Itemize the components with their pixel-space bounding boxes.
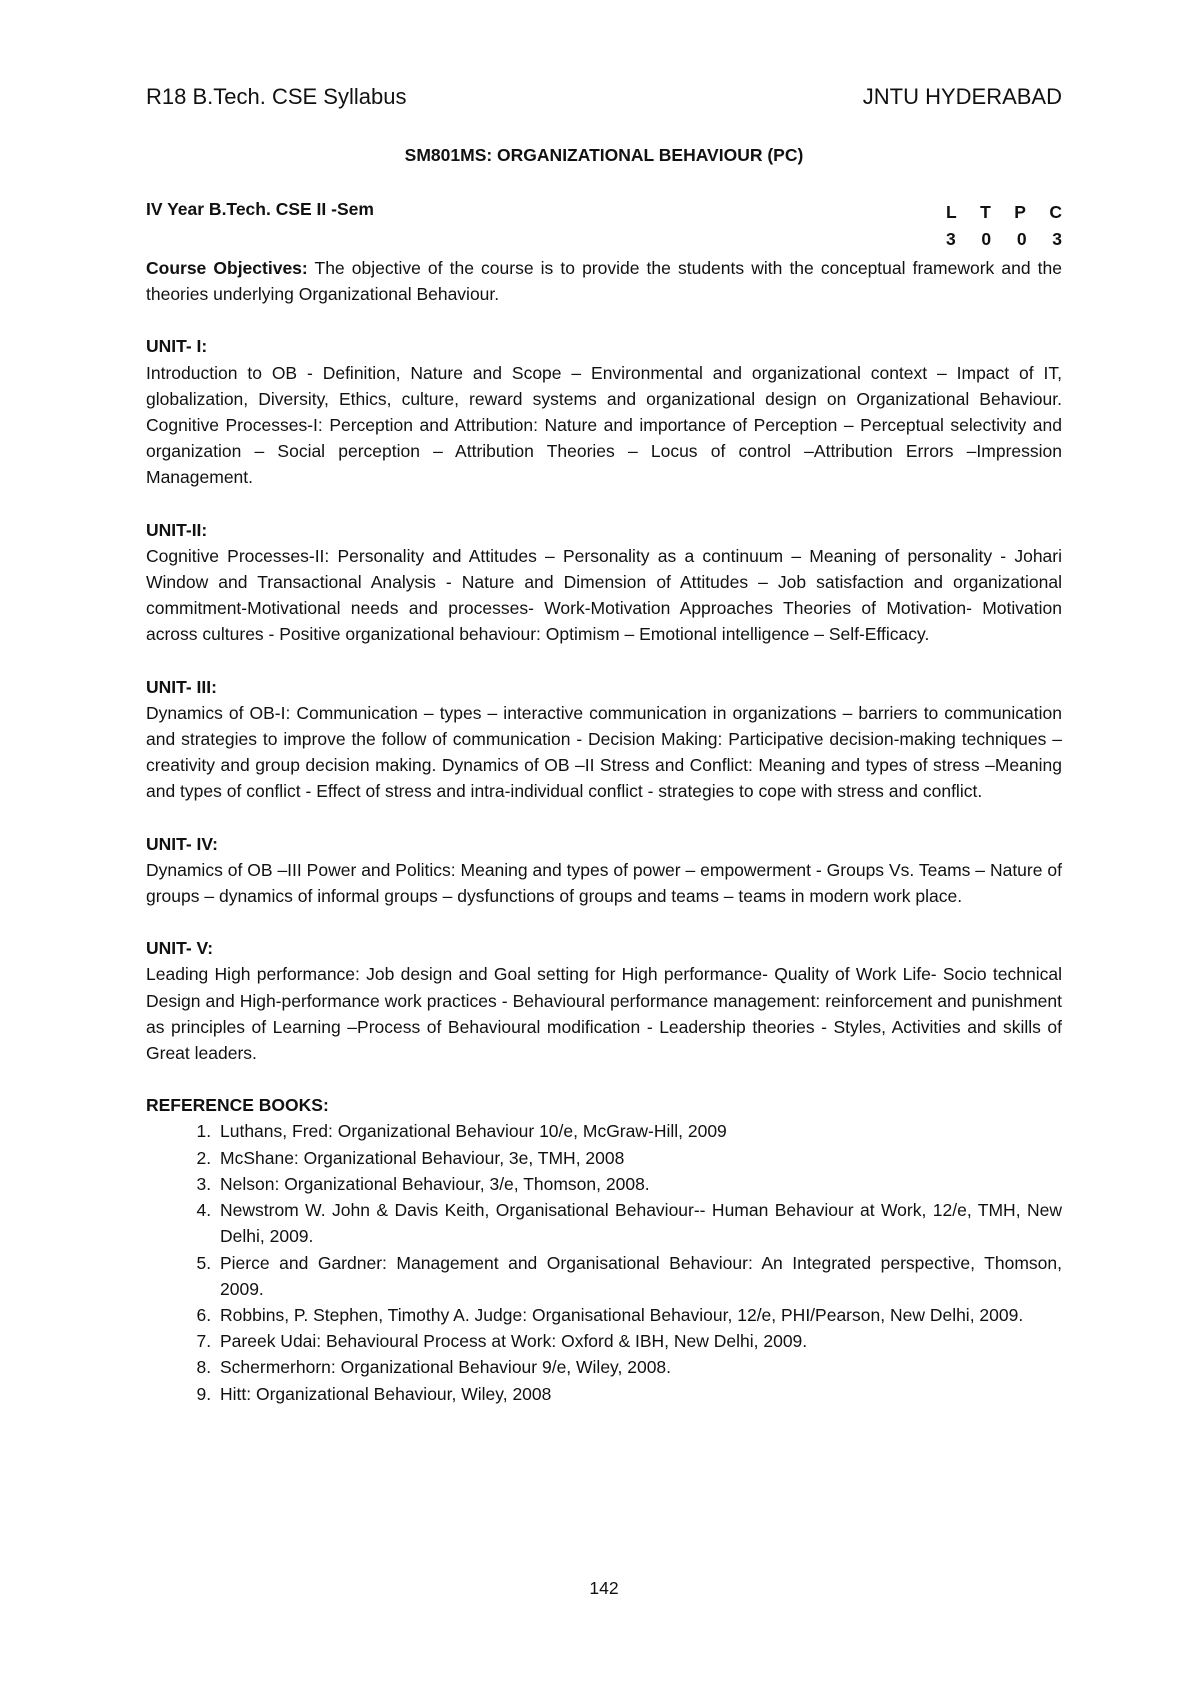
reference-item: 5. Pierce and Gardner: Management and Organisational Behaviour: An Integrated perspective, Thomson, 2009.	[216, 1250, 1062, 1302]
reference-item: 7. Pareek Udai: Behavioural Process at Work: Oxford & IBH, New Delhi, 2009.	[216, 1328, 1062, 1354]
ltpc-label-l: L	[946, 202, 957, 222]
reference-books-list	[146, 1118, 1062, 1406]
running-header	[146, 84, 1062, 110]
unit-text: Introduction to OB - Definition, Nature and Scope – Environmental and organizational context – Impact of IT, globalization, Diversity, Ethics, culture, reward systems and organizational design on Organizational Behaviour. Cognitive Processes-I: Perception and Attribution: Nature and importance of Perception – Perceptual selectivity and organization – Social perception – Attribution Theories – Locus of control –Attribution Errors –Impression Management.	[146, 362, 1062, 488]
reference-item: 1. Luthans, Fred: Organizational Behaviour 10/e, McGraw-Hill, 2009	[216, 1118, 1062, 1144]
reference-item: 8. Schermerhorn: Organizational Behaviour 9/e, Wiley, 2008.	[216, 1354, 1062, 1380]
reference-item: 9. Hitt: Organizational Behaviour, Wiley, 2008	[216, 1381, 1062, 1407]
page-number: 142	[589, 1578, 619, 1598]
reference-item: 6. Robbins, P. Stephen, Timothy A. Judge: Organisational Behaviour, 12/e, PHI/Pearson, New Delhi, 2009.	[216, 1302, 1062, 1328]
unit-text: Leading High performance: Job design and Goal setting for High performance- Quality of Work Life- Socio technical Design and High-performance work practices - Behavioural performance management: reinforcement and punishment as principles of Learning –Process of Behavioural modification - Leadership theories - Styles, Activities and skills of Great leaders.	[146, 964, 1062, 1064]
ltpc-value-c: 3	[1052, 229, 1062, 249]
reference-item: 4. Newstrom W. John & Davis Keith, Organisational Behaviour-- Human Behaviour at Work, 12/e, TMH, New Delhi, 2009.	[216, 1197, 1062, 1249]
unit-2	[146, 517, 1062, 648]
reference-books-heading: REFERENCE BOOKS:	[146, 1095, 329, 1116]
unit-heading: UNIT- I:	[146, 336, 208, 357]
ltpc-labels	[946, 199, 1062, 226]
ltpc-table	[946, 199, 1062, 253]
unit-4	[146, 831, 1062, 910]
year-semester-row	[146, 199, 1062, 249]
ltpc-values	[946, 226, 1062, 253]
ltpc-value-l: 3	[946, 229, 956, 249]
unit-text: Cognitive Processes-II: Personality and Attitudes – Personality as a continuum – Meaning of personality - Johari Window and Transactional Analysis - Nature and Dimension of Attitudes – Job satisfaction and organizational commitment-Motivational needs and processes- Work-Motivation Approaches Theories of Motivation- Motivation across cultures - Positive organizational behaviour: Optimism – Emotional intelligence – Self-Efficacy.	[146, 545, 1062, 645]
ltpc-value-t: 0	[981, 229, 992, 249]
unit-1	[146, 333, 1062, 490]
unit-heading: UNIT- IV:	[146, 833, 218, 854]
unit-heading: UNIT-II:	[146, 519, 208, 540]
unit-heading: UNIT- V:	[146, 938, 214, 959]
ltpc-label-p: P	[1014, 202, 1026, 222]
header-university: JNTU HYDERABAD	[862, 84, 1062, 109]
syllabus-content	[146, 255, 1062, 1407]
unit-text: Dynamics of OB –III Power and Politics: Meaning and types of power – empowerment - Groups Vs. Teams – Nature of groups – dynamics of informal groups – dysfunctions of groups and teams – teams in modern work place.	[146, 859, 1062, 907]
header-syllabus-title: R18 B.Tech. CSE Syllabus	[146, 84, 407, 109]
reference-item: 2. McShane: Organizational Behaviour, 3e, TMH, 2008	[216, 1145, 1062, 1171]
objectives-label: Course Objectives:	[146, 258, 308, 278]
unit-5	[146, 935, 1062, 1066]
course-title: SM801MS: ORGANIZATIONAL BEHAVIOUR (PC)	[404, 145, 804, 165]
course-objectives	[146, 255, 1062, 307]
ltpc-label-t: T	[980, 202, 991, 222]
objectives-text: The objective of the course is to provide the students with the conceptual framework and the theories underlying Organizational Behaviour.	[146, 258, 1062, 305]
year-semester: IV Year B.Tech. CSE II -Sem	[146, 199, 374, 219]
unit-3	[146, 674, 1062, 805]
unit-text: Dynamics of OB-I: Communication – types – interactive communication in organizations – barriers to communication and strategies to improve the follow of communication - Decision Making: Participative decision-making techniques – creativity and group decision making. Dynamics of OB –II Stress and Conflict: Meaning and types of stress –Meaning and types of conflict - Effect of stress and intra-individual conflict - strategies to cope with stress and conflict.	[146, 702, 1062, 802]
ltpc-value-p: 0	[1016, 229, 1027, 249]
unit-heading: UNIT- III:	[146, 676, 217, 697]
reference-item: 3. Nelson: Organizational Behaviour, 3/e, Thomson, 2008.	[216, 1171, 1062, 1197]
ltpc-label-c: C	[1049, 202, 1062, 222]
